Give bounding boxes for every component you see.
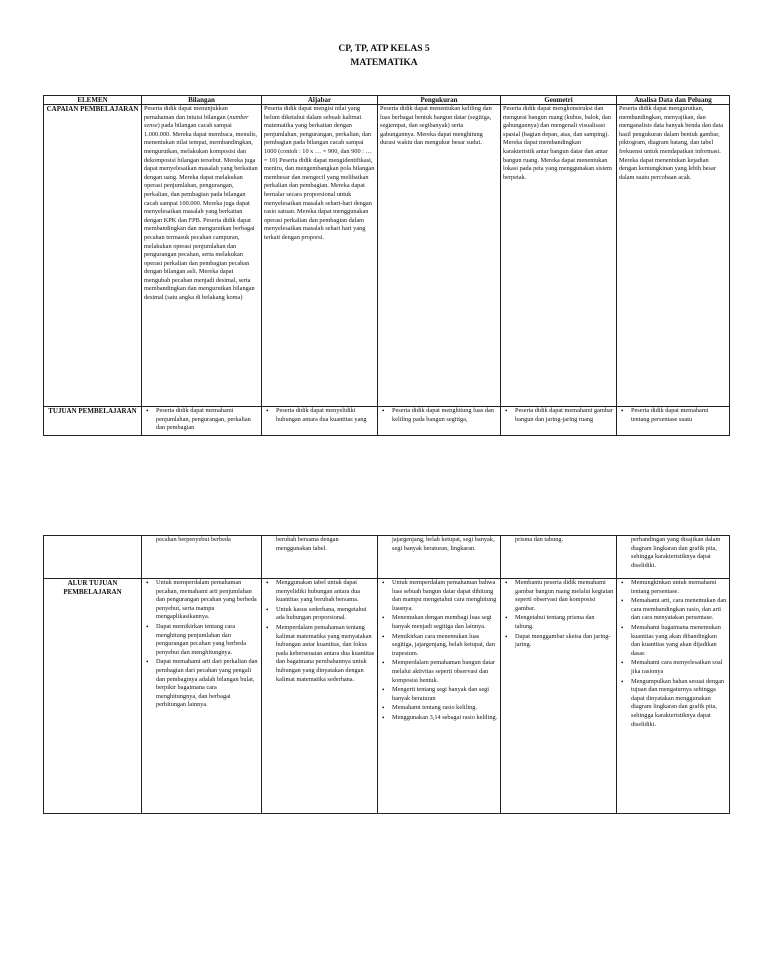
- list-item: • Untuk memperdalam pemahaman pecahan, memahami arti penjumlahan dan pengurangan pecahan yang berbeda penyebut, serta mampu mengaplikasikannya.: [156, 579, 259, 622]
- tp2-analisa: perbandingan yang disajikan dalam diagram lingkaran dan grafik pita, sehingga karakteristiknya dapat diselidiki.: [617, 536, 730, 579]
- atp-analisa: [617, 579, 730, 814]
- atp-bilangan: [142, 579, 262, 814]
- header-pengukuran: Pengukuran: [378, 96, 501, 105]
- list-item: • Mengumpulkan bahan sesuai dengan tujuan dan mengaturnya sehingga dapat dinyatakan menggunakan diagram lingkaran dan grafik pita, sehingga karakteristiknya dapat diselidiki.: [631, 678, 727, 730]
- list-item: • Untuk memperdalam pemahaman bahwa luas sebuah bangun datar dapat dihitung dan mampu mengetahui cara menghitung luasnya.: [392, 579, 498, 613]
- tp-continued-label: [44, 536, 142, 579]
- list-item: • Menggunakan tabel untuk dapat menyelidiki hubungan antara dua kuantitas yang berubah bersama.: [276, 579, 375, 605]
- list-item: • Memahami tentang rasio keliling.: [392, 704, 498, 713]
- list-item: • Untuk kasus sederhana, mengetahui ada hubungan proporsional.: [276, 606, 375, 623]
- header-elemen: ELEMEN: [44, 96, 142, 105]
- alur-label: ALUR TUJUAN PEMBELAJARAN: [44, 579, 142, 814]
- list-item: • Memahami cara menyelesaikan soal jika rasionya: [631, 659, 727, 676]
- list-item: • Mengetahui tentang prisma dan tabung.: [515, 614, 614, 631]
- capaian-label: CAPAIAN PEMBELAJARAN: [44, 105, 142, 407]
- tp-geometri: • Peserta didik dapat memahami gambar bangun dan jaring-jaring ruang: [501, 407, 617, 436]
- alur-row: [44, 579, 730, 814]
- list-item: • Memahami bagaimana menemukan kuantitas yang akan dibandingkan dan kuantitas yang akan dijadikan dasar.: [631, 624, 727, 658]
- list-item: • Memungkinkan untuk memahami tentang persentase.: [631, 579, 727, 596]
- list-item: • Memikirkan cara menemukan luas segitiga, jajargenjang, belah ketupat, dan trapesium.: [392, 633, 498, 659]
- header-bilangan: Bilangan: [142, 96, 262, 105]
- cp-aljabar: Peserta didik dapat mengisi nilai yang belum diketahui dalam sebuah kalimat matematika yang berkaitan dengan penjumlahan, pengurangan, perkalian, dan pembagian pada bilangan cacah sampai 1000 (contoh : 10 x … = 900, dan 900 : … = 10) Peserta didik dapat mengidentifikasi, meniru, dan mengembangkan pola bilangan membesar dan mengecil yang melibatkan perkalian dan pembagian. Mereka dapat bernalar secara proporsional untuk menyelesaikan masalah sehari-hari dengan rasio satuan. Mereka dapat menggunakan operasi perkalian dan pembagian dalam menyelesaikan masalah sehari hari yang terkait dengan proporsi.: [262, 105, 378, 407]
- tp2-geometri: prisma dan tabung.: [501, 536, 617, 579]
- atp-aljabar: [262, 579, 378, 814]
- tp-bilangan: • Peserta didik dapat memahami penjumlahan, pengurangan, perkalian dan pembagian: [142, 407, 262, 436]
- cp-analisa: Peserta didik dapat mengurutkan, membandingkan, menyajikan, dan menganalisis data banyak benda dan data hasil pengukuran dalam bentuk gambar, piktogram, diagram batang, dan tabel frekuensi untuk mendapatkan informasi. Mereka dapat menentukan kejadian dengan kemungkinan yang lebih besar dalam suatu percobaan acak.: [617, 105, 730, 407]
- cp-bilangan: Peserta didik dapat menunjukkan pemahaman dan intuisi bilangan (number sense) pada bilangan cacah sampai 1.000.000. Mereka dapat membaca, menulis, menentukan nilai tempat, membandingkan, mengurutkan, melakukan komposisi dan dekomposisi bilangan tersebut. Mereka juga dapat menyelesaikan masalah yang berkaitan dengan uang. Mereka dapat melakukan operasi penjumlahan, pengurangan, perkalian, dan pembagian pada bilangan cacah sampai 100.000. Mereka juga dapat menyelesaikan masalah yang berkaitan dengan KPK dan FPB. Peserta didik dapat membandingkan dan mengurutkan berbagai pecahan termasuk pecahan campuran, melakukan operasi penjumlahan dan pengurangan pecahan, serta melakukan operasi perkalian dan pembagian pecahan dengan bilangan asli. Mereka dapat mengubah pecahan menjadi desimal, serta membandingkan dan mengurutkan bilangan desimal (satu angka di belakang koma): [142, 105, 262, 407]
- list-item: • Dapat memahami arti dari perkalian dan pembagian dari pecahan yang pengali dan pembaginya adalah bilangan bulat, berpikir bagaimana cara menghitungnya, dan berbagai perhitungan lainnya.: [156, 658, 259, 710]
- atp-pengukuran: [378, 579, 501, 814]
- document-subtitle: MATEMATIKA: [350, 58, 418, 68]
- tujuan-continued-row: [44, 536, 730, 579]
- list-item: • Memperdalam pemahaman tentang kalimat matematika yang menyatakan hubungan antar kuantitas, dan fokus pada keberseuaian antara dua kuantitas dan bagaimana perubahannya untuk hubungan yang dinyatakan dengan kalimat matematika sederhana.: [276, 624, 375, 684]
- list-item: • Menemukan dengan membagi luas segi banyak menjadi segitiga dan lainnya.: [392, 614, 498, 631]
- curriculum-table-page-2: [43, 535, 730, 814]
- list-item: • Mengerti tentang segi banyak dan segi banyak beraturan: [392, 686, 498, 703]
- list-item: • Memperdalam pemahaman bangun datar melalui aktivitas seperti observasi dan komposisi bentuk.: [392, 659, 498, 685]
- curriculum-table-page-1: [43, 95, 730, 436]
- header-aljabar: Aljabar: [262, 96, 378, 105]
- header-analisa-data: Analisa Data dan Peluang: [617, 96, 730, 105]
- document-title: CP, TP, ATP KELAS 5: [338, 44, 430, 54]
- atp-geometri: [501, 579, 617, 814]
- tp2-bilangan: pecahan berpenyebut berbeda: [142, 536, 262, 579]
- header-row: [44, 96, 730, 105]
- list-item: • Memahami arti, cara menemukan dan cara membandingkan rasio, dan arti dan cara menyatakan persentase.: [631, 597, 727, 623]
- list-item: • Menggunakan 3,14 sebagai rasio keliling.: [392, 714, 498, 723]
- list-item: • Dapat menggambar sketsa dan jaring-jaring.: [515, 633, 614, 650]
- tujuan-row: [44, 407, 730, 436]
- tujuan-label: TUJUAN PEMBELAJARAN: [44, 407, 142, 436]
- header-geometri: Geometri: [501, 96, 617, 105]
- tp2-pengukuran: jajargenjang, belah ketupat, segi banyak, segi banyak beraturan, lingkaran.: [378, 536, 501, 579]
- cp-geometri: Peserta didik dapat mengkonstruksi dan mengurai bangun ruang (kubus, balok, dan gabungannya) dan mengenali visualisasi spasial (bagian depan, atas, dan samping). Mereka dapat membandingkan karakteristik antar bangun datar dan antar bangun ruang. Mereka dapat menentukan lokasi pada peta yang menggunakan sistem berpetak.: [501, 105, 617, 407]
- capaian-row: [44, 105, 730, 407]
- tp-analisa: • Peserta didik dapat memahami tentang persentase suatu: [617, 407, 730, 436]
- cp-pengukuran: Peserta didik dapat menentukan keliling dan luas berbagai bentuk bangun datar (segitiga, segiempat, dan segibanyak) serta gabungannya. Mereka dapat menghitung durasi waktu dan mengukur besar sudut.: [378, 105, 501, 407]
- list-item: • Membantu peserta didik memahami gambar bangun ruang melalui kegiatan seperti observasi dan komposisi gambar.: [515, 579, 614, 613]
- tp-aljabar: • Peserta didik dapat menyelidiki hubungan antara dua kuantitas yang: [262, 407, 378, 436]
- tp2-aljabar: berubah bersama dengan menggunakan tabel.: [262, 536, 378, 579]
- tp-pengukuran: • Peserta didik dapat menghitung luas dan keliling pada bangun segitiga,: [378, 407, 501, 436]
- list-item: • Dapat memikirkan tentang cara menghitung penjumlahan dan pengurangan pecahan yang berbeda penyebut dan menghitungnya.: [156, 623, 259, 657]
